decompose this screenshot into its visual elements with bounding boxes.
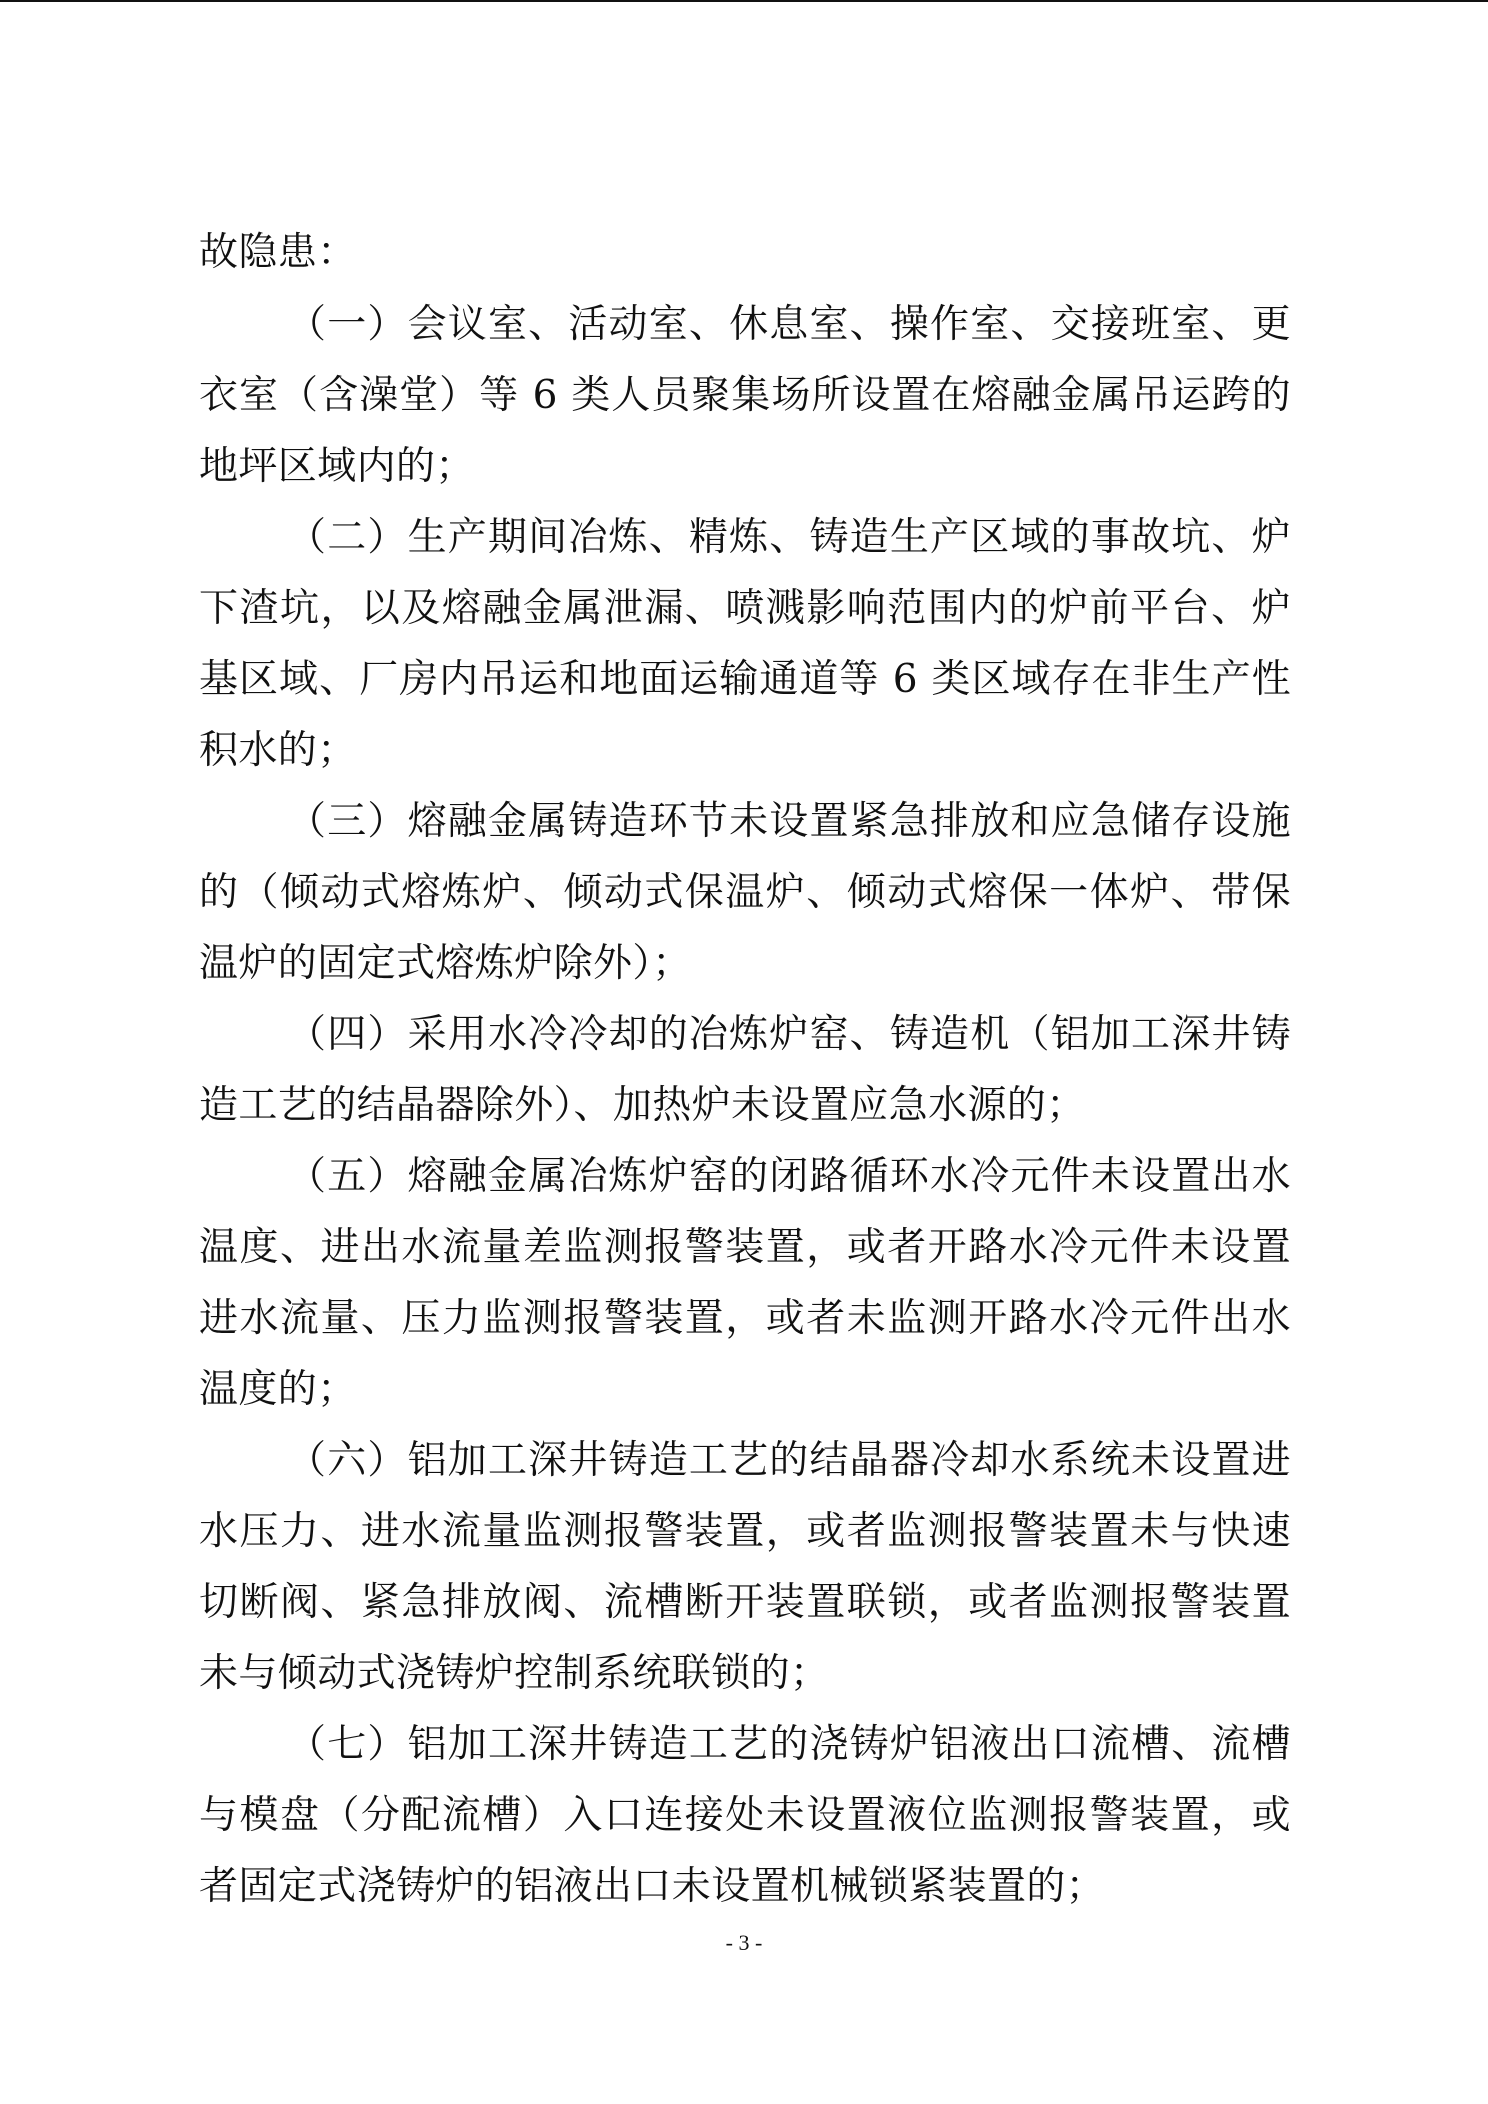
- paragraph-start-line: （三）熔融金属铸造环节未设置紧急排放和应急储存设施: [287, 799, 1291, 844]
- paragraph-start-line: （四）采用水冷冷却的冶炼炉窑、铸造机（铝加工深井铸: [287, 1012, 1291, 1057]
- text-line: 造工艺的结晶器除外）、加热炉未设置应急水源的；: [199, 1083, 1086, 1128]
- paragraph-start-line: （六）铝加工深井铸造工艺的结晶器冷却水系统未设置进: [287, 1438, 1291, 1483]
- text-line: 进水流量、压力监测报警装置，或者未监测开路水冷元件出水: [199, 1296, 1291, 1341]
- text-line: 温炉的固定式熔炼炉除外）；: [199, 941, 692, 986]
- paragraph-start-line: （一）会议室、活动室、休息室、操作室、交接班室、更: [287, 302, 1291, 347]
- text-line: 温度、进出水流量差监测报警装置，或者开路水冷元件未设置: [199, 1225, 1291, 1270]
- paragraph-start-line: （五）熔融金属冶炼炉窑的闭路循环水冷元件未设置出水: [287, 1154, 1291, 1199]
- top-border-line: [0, 0, 1488, 2]
- text-line: 温度的；: [199, 1367, 357, 1412]
- text-line: 与模盘（分配流槽）入口连接处未设置液位监测报警装置，或: [199, 1793, 1291, 1838]
- text-line: 衣室（含澡堂）等 6 类人员聚集场所设置在熔融金属吊运跨的: [199, 373, 1291, 418]
- paragraph-start-line: （二）生产期间冶炼、精炼、铸造生产区域的事故坑、炉: [287, 515, 1291, 560]
- text-line: 水压力、进水流量监测报警装置，或者监测报警装置未与快速: [199, 1509, 1291, 1554]
- text-line: 基区域、厂房内吊运和地面运输通道等 6 类区域存在非生产性: [199, 657, 1291, 702]
- paragraph-start-line: （七）铝加工深井铸造工艺的浇铸炉铝液出口流槽、流槽: [287, 1722, 1291, 1767]
- text-line: 未与倾动式浇铸炉控制系统联锁的；: [199, 1651, 830, 1696]
- page-number: - 3 -: [725, 1930, 763, 1955]
- text-line: 切断阀、紧急排放阀、流槽断开装置联锁，或者监测报警装置: [199, 1580, 1291, 1625]
- text-line: 积水的；: [199, 728, 357, 773]
- text-line: 下渣坑，以及熔融金属泄漏、喷溅影响范围内的炉前平台、炉: [199, 586, 1291, 631]
- text-line: 故隐患：: [199, 230, 357, 275]
- text-line: 者固定式浇铸炉的铝液出口未设置机械锁紧装置的；: [199, 1864, 1106, 1909]
- text-line: 的（倾动式熔炼炉、倾动式保温炉、倾动式熔保一体炉、带保: [199, 870, 1291, 915]
- text-line: 地坪区域内的；: [199, 444, 475, 489]
